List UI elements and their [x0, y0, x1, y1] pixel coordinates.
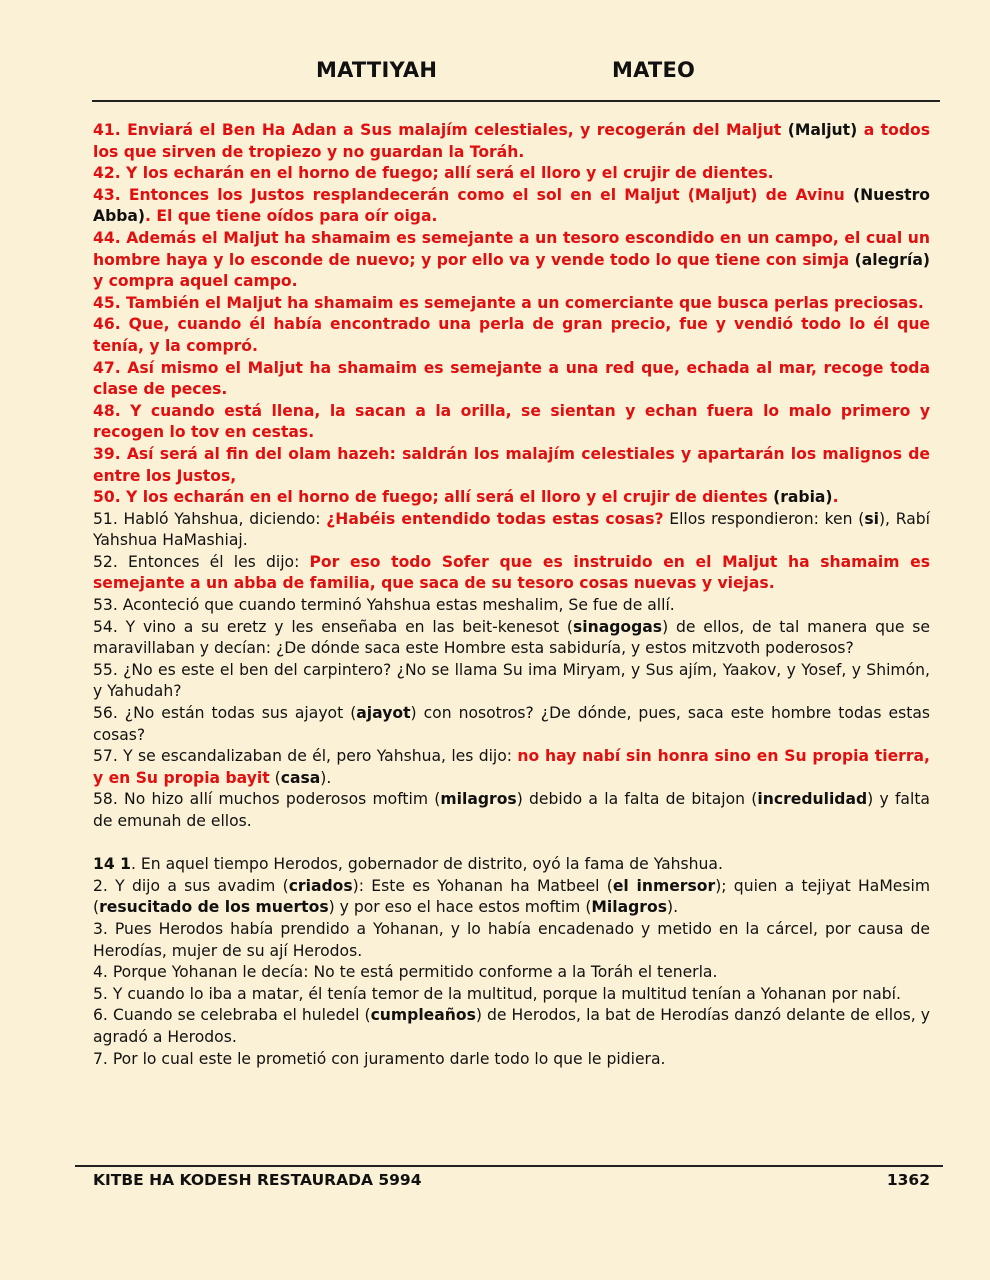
red-text: 46. Que, cuando él había encontrado una perla de gran precio, fue y vendió todo lo él que tenía, y la compró. — [93, 315, 930, 355]
section-gap — [93, 833, 930, 855]
header-book-hebrew: MATTIYAH — [316, 58, 438, 82]
red-text: 45. También el Maljut ha shamaim es semejante a un comerciante que busca perlas preciosas. — [93, 293, 924, 312]
page-header — [0, 58, 990, 88]
verse-text: 3. Pues Herodos había prendido a Yohanan, y lo había encadenado y metido en la cárcel, por causa de Herodías, mujer de su ají Herodos. — [93, 919, 930, 960]
verse-v43 — [93, 185, 930, 228]
red-text: no hay nabí sin honra sino en Su propia tierra, y en Su propia bayit — [93, 747, 930, 787]
verse-v42 — [93, 163, 930, 185]
verse-text: 52. Entonces él les dijo: — [93, 552, 310, 571]
verse-v47 — [93, 358, 930, 401]
bold-gloss: el inmersor — [612, 876, 716, 895]
red-text: ¿Habéis entendido todas estas cosas? — [326, 509, 664, 528]
verse-text: 4. Porque Yohanan le decía: No te está permitido conforme a la Toráh el tenerla. — [93, 963, 718, 982]
bold-gloss: si — [864, 509, 879, 528]
bold-gloss: (alegría) — [854, 250, 930, 269]
verse-v58 — [93, 789, 930, 832]
verse-v53 — [93, 595, 930, 617]
verse-text: ); quien a tejiyat HaMesim ( — [93, 876, 931, 917]
page-footer — [93, 1171, 930, 1189]
verse-text: 7. Por lo cual este le prometió con juramento darle todo lo que le pidiera. — [93, 1049, 666, 1068]
verse-v50 — [93, 487, 930, 509]
verse-text: ) debido a la falta de bitajon ( — [516, 790, 758, 809]
verse-text: 5. Y cuando lo iba a matar, él tenía temor de la multitud, porque la multitud tenían a Yohanan por nabí. — [93, 984, 901, 1003]
bold-gloss: cumpleaños — [370, 1006, 476, 1025]
verse-text: Ellos respondieron: ken ( — [663, 509, 865, 528]
verse-v46 — [93, 314, 930, 357]
verse-text: ), Rabí Yahshua HaMashiaj. — [93, 509, 930, 550]
verse-c14v7 — [93, 1049, 930, 1071]
verse-v56 — [93, 703, 930, 746]
verse-v44 — [93, 228, 930, 293]
bold-gloss: ajayot — [356, 704, 411, 723]
verse-c14v1 — [93, 854, 930, 876]
red-text: 39. Así será al fin del olam hazeh: saldrán los malajím celestiales y apartarán los malignos de entre los Justos, — [93, 444, 930, 485]
verse-c14v2 — [93, 876, 930, 919]
red-text: 42. Y los echarán en el horno de fuego; allí será el lloro y el crujir de dientes. — [93, 164, 774, 183]
red-text: a todos los que sirven de tropiezo y no guardan la Toráh. — [93, 121, 930, 161]
verse-v54 — [93, 617, 930, 660]
verse-text: 51. Habló Yahshua, diciendo: — [93, 509, 327, 528]
header-divider — [92, 100, 940, 102]
bold-gloss: incredulidad — [757, 790, 868, 809]
verse-text: 53. Aconteció que cuando terminó Yahshua estas meshalim, Se fue de allí. — [93, 596, 675, 615]
red-text: 48. Y cuando está llena, la sacan a la orilla, se sientan y echan fuera lo malo primero y recogen lo tov en cestas. — [93, 401, 930, 442]
bold-gloss: resucitado de los muertos — [99, 898, 329, 917]
verse-text: ) de ellos, de tal manera que se maravillaban y decían: ¿De dónde saca este Hombre esta sabiduría, y estos mitzvoth poderosos? — [93, 617, 930, 658]
bold-gloss: (rabia) — [773, 488, 833, 507]
verse-v41 — [93, 120, 930, 163]
verse-text: ). — [666, 898, 679, 917]
verse-v49 — [93, 444, 930, 487]
page-number: 1362 — [886, 1171, 930, 1189]
verse-v48 — [93, 401, 930, 444]
verse-v55 — [93, 660, 930, 703]
verse-c14v5 — [93, 984, 930, 1006]
red-text: 41. Enviará el Ben Ha Adan a Sus malajím celestiales, y recogerán del Maljut — [93, 121, 788, 139]
header-book-spanish: MATEO — [612, 58, 696, 82]
bold-gloss: (Nuestro Abba) — [93, 185, 930, 226]
verse-text: ) de Herodos, la bat de Herodías danzó delante de ellos, y agradó a Herodos. — [93, 1006, 930, 1046]
verse-c14v6 — [93, 1005, 930, 1048]
verse-text: ( — [269, 768, 281, 787]
verse-text: . En aquel tiempo Herodos, gobernador de distrito, oyó la fama de Yahshua. — [130, 855, 723, 874]
red-text: y compra aquel campo. — [93, 272, 298, 291]
verse-v52 — [93, 552, 930, 595]
red-text: . — [832, 488, 839, 507]
bold-gloss: sinagogas — [572, 617, 663, 636]
red-text: . El que tiene oídos para oír oiga. — [145, 207, 438, 226]
verse-c14v4 — [93, 962, 930, 984]
verse-v51 — [93, 509, 930, 552]
verse-text: 6. Cuando se celebraba el huledel ( — [93, 1006, 371, 1025]
verse-text: 58. No hizo allí muchos poderosos moftim ( — [93, 790, 441, 809]
footer-divider — [75, 1165, 943, 1167]
red-text: 47. Así mismo el Maljut ha shamaim es semejante a una red que, echada al mar, recoge toda clase de peces. — [93, 358, 930, 399]
scripture-text — [93, 120, 930, 1070]
footer-title: KITBE HA KODESH RESTAURADA 5994 — [93, 1171, 422, 1189]
verse-text: 56. ¿No están todas sus ajayot ( — [93, 704, 357, 723]
verse-text: ). — [320, 768, 332, 787]
bold-gloss: 14 1 — [93, 855, 131, 874]
verse-text: 55. ¿No es este el ben del carpintero? ¿No se llama Su ima Miryam, y Sus ajím, Yaakov, y Yosef, y Shimón, y Yahudah? — [93, 660, 930, 701]
verse-v45 — [93, 293, 930, 315]
verse-text: ): Este es Yohanan ha Matbeel ( — [352, 876, 613, 895]
bold-gloss: (Maljut) — [787, 121, 858, 139]
red-text: 43. Entonces los Justos resplandecerán como el sol en el Maljut (Maljut) de Avinu — [93, 185, 853, 204]
verse-text: ) con nosotros? ¿De dónde, pues, saca este hombre todas estas cosas? — [93, 704, 930, 744]
red-text: Por eso todo Sofer que es instruido en el Maljut ha shamaim es semejante a un abba de familia, que saca de su tesoro cosas nuevas y viejas. — [93, 552, 930, 593]
verse-text: ) y falta de emunah de ellos. — [93, 790, 930, 830]
verse-text: ) y por eso el hace estos moftim ( — [328, 898, 592, 917]
bold-gloss: milagros — [440, 790, 517, 809]
bold-gloss: criados — [288, 876, 353, 895]
bold-gloss: Milagros — [591, 898, 667, 917]
verse-text: 54. Y vino a su eretz y les enseñaba en las beit-kenesot ( — [93, 617, 573, 636]
verse-c14v3 — [93, 919, 930, 962]
red-text: 44. Además el Maljut ha shamaim es semejante a un tesoro escondido en un campo, el cual un hombre haya y lo esconde de nuevo; y por ello va y vende todo lo que tiene con simja — [93, 228, 930, 269]
red-text: 50. Y los echarán en el horno de fuego; allí será el lloro y el crujir de dientes — [93, 488, 774, 507]
verse-v57 — [93, 746, 930, 789]
verse-text: 2. Y dijo a sus avadim ( — [93, 876, 289, 895]
bold-gloss: casa — [280, 768, 321, 787]
verse-text: 57. Y se escandalizaban de él, pero Yahshua, les dijo: — [93, 747, 518, 766]
